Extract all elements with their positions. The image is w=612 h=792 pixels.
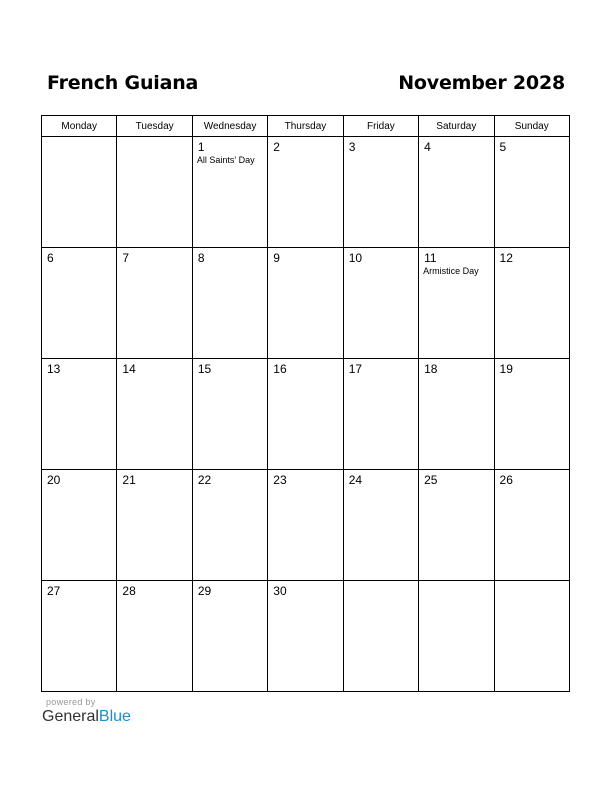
calendar-grid	[41, 115, 570, 692]
day-cell	[42, 248, 117, 359]
month-year-title: November 2028	[398, 72, 565, 94]
day-cell	[343, 137, 418, 248]
day-number: 13	[47, 362, 61, 376]
day-number: 5	[499, 140, 507, 154]
weekday-header-row	[42, 116, 570, 137]
day-cell	[419, 470, 494, 581]
day-number: 27	[47, 584, 61, 598]
day-number: 23	[273, 473, 287, 487]
day-cell	[419, 359, 494, 470]
day-cell	[343, 248, 418, 359]
holiday-label: All Saints' Day	[196, 155, 255, 165]
day-cell	[117, 359, 192, 470]
week-row	[42, 581, 570, 692]
day-number: 2	[273, 140, 280, 154]
day-cell	[419, 248, 494, 359]
day-cell	[419, 137, 494, 248]
day-number: 4	[424, 140, 431, 154]
day-number: 14	[122, 362, 136, 376]
week-row	[42, 470, 570, 581]
day-number	[495, 581, 569, 584]
day-number: 28	[122, 584, 136, 598]
day-number: 24	[348, 473, 363, 487]
day-number: 3	[348, 140, 356, 154]
week-row	[42, 137, 570, 248]
weekday-header: Monday	[42, 116, 117, 137]
day-cell	[192, 137, 267, 248]
day-cell	[268, 470, 343, 581]
day-cell	[494, 137, 569, 248]
day-cell	[192, 248, 267, 359]
day-cell	[192, 359, 267, 470]
day-number: 16	[273, 362, 287, 376]
day-number: 25	[424, 473, 438, 487]
day-number: 26	[499, 473, 513, 487]
day-cell	[42, 470, 117, 581]
holiday-label: Armistice Day	[423, 266, 479, 276]
empty-day-cell	[343, 581, 418, 692]
day-number: 11	[424, 251, 437, 265]
region-title: French Guiana	[47, 72, 199, 94]
day-number: 17	[348, 362, 363, 376]
day-number: 8	[197, 251, 205, 265]
day-number: 7	[122, 251, 130, 265]
day-number: 1	[197, 140, 205, 154]
day-cell	[42, 359, 117, 470]
day-number: 6	[47, 251, 54, 265]
powered-by-text: powered by	[46, 697, 96, 707]
day-cell	[268, 248, 343, 359]
day-number: 30	[273, 584, 287, 598]
day-number: 29	[197, 584, 212, 598]
day-number: 21	[122, 473, 136, 487]
day-cell	[117, 581, 192, 692]
day-cell	[117, 248, 192, 359]
day-cell	[192, 470, 267, 581]
day-number	[344, 581, 418, 584]
generalblue-logo[interactable]	[42, 708, 131, 726]
day-number: 15	[197, 362, 212, 376]
day-cell	[494, 470, 569, 581]
day-cell	[343, 470, 418, 581]
weekday-header: Saturday	[419, 116, 494, 137]
day-number	[42, 137, 116, 140]
week-row	[42, 248, 570, 359]
weekday-header: Wednesday	[192, 116, 267, 137]
day-number	[419, 581, 493, 584]
day-cell	[268, 581, 343, 692]
day-number: 19	[499, 362, 513, 376]
empty-day-cell	[494, 581, 569, 692]
weekday-header: Friday	[343, 116, 418, 137]
day-number: 22	[197, 473, 212, 487]
weekday-header: Sunday	[494, 116, 569, 137]
empty-day-cell	[42, 137, 117, 248]
day-number: 12	[499, 251, 513, 265]
day-number: 10	[348, 251, 363, 265]
day-cell	[42, 581, 117, 692]
empty-day-cell	[419, 581, 494, 692]
day-cell	[494, 359, 569, 470]
week-row	[42, 359, 570, 470]
day-cell	[343, 359, 418, 470]
logo-general-text: General	[42, 708, 99, 725]
day-number	[117, 137, 191, 140]
logo-blue-text: Blue	[98, 708, 131, 725]
day-number: 20	[47, 473, 61, 487]
day-number: 18	[424, 362, 438, 376]
empty-day-cell	[117, 137, 192, 248]
day-cell	[268, 137, 343, 248]
day-cell	[192, 581, 267, 692]
day-cell	[494, 248, 569, 359]
day-cell	[268, 359, 343, 470]
weekday-header: Tuesday	[117, 116, 192, 137]
weekday-header: Thursday	[268, 116, 343, 137]
day-number: 9	[273, 251, 280, 265]
day-cell	[117, 470, 192, 581]
